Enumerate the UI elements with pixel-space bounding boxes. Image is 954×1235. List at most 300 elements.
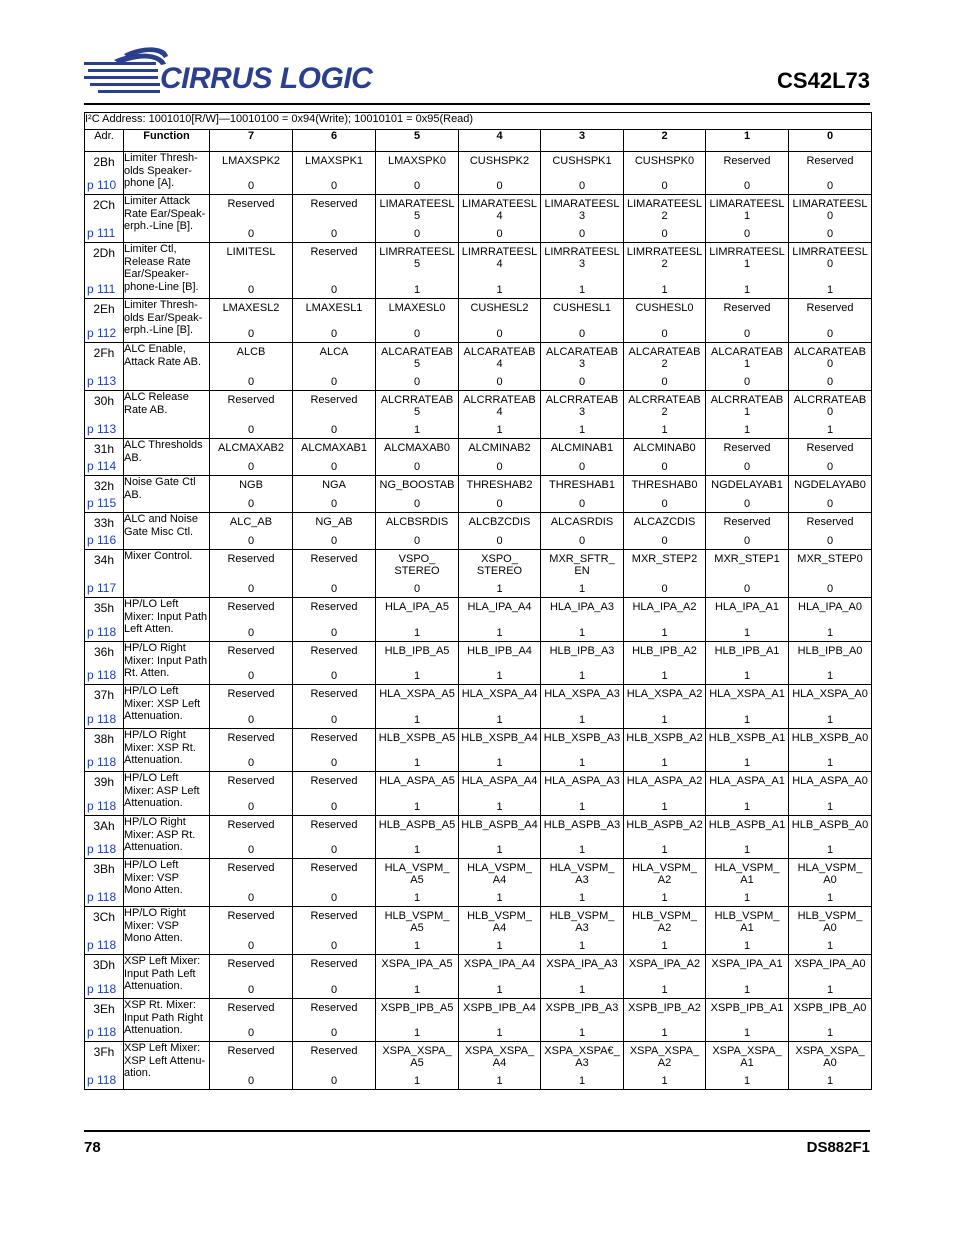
bit-default: 1 — [661, 940, 668, 952]
bit-default: 0 — [247, 228, 255, 240]
bit-default: 1 — [496, 424, 503, 436]
column-header-bit: 1 — [706, 130, 789, 152]
bit-name: Reserved — [227, 958, 275, 970]
bit-cell — [541, 816, 624, 859]
register-address: 30h — [93, 394, 115, 408]
bit-cell — [789, 1042, 872, 1090]
bit-name: ALCRRATEAB 0 — [793, 394, 867, 418]
register-address-cell — [85, 243, 124, 299]
register-row — [85, 550, 872, 598]
bit-default: 1 — [578, 1027, 586, 1039]
bit-default: 0 — [330, 180, 338, 192]
bit-name: MXR_SFTR_ EN — [549, 553, 615, 577]
register-address-cell — [85, 1042, 124, 1090]
bit-name: HLA_ASPA_A3 — [544, 775, 620, 787]
bit-name: ALCASRDIS — [550, 516, 614, 528]
bit-default: 0 — [330, 757, 338, 769]
bit-cell — [789, 999, 872, 1042]
bit-cell — [541, 152, 624, 195]
bit-default: 1 — [826, 670, 834, 682]
bit-cell — [624, 299, 706, 343]
page-reference-link[interactable]: p 118 — [87, 842, 117, 856]
bit-name: CUSHESL1 — [552, 302, 612, 314]
bit-cell — [789, 859, 872, 907]
bit-cell — [541, 550, 624, 598]
bit-default: 1 — [413, 627, 421, 639]
bit-cell — [789, 955, 872, 999]
register-function: ALC Thresholds AB. — [124, 439, 210, 476]
column-header-bit: 6 — [293, 130, 376, 152]
bit-name: Reserved — [310, 394, 358, 406]
bit-cell — [293, 729, 376, 772]
register-address-cell — [85, 343, 124, 391]
bit-name: ALCRRATEAB 1 — [710, 394, 784, 418]
bit-name: HLA_XSPA_A4 — [461, 688, 538, 700]
bit-cell — [376, 152, 459, 195]
register-function: HP/LO Right Mixer: ASP Rt. Attenuation. — [124, 816, 210, 859]
bit-default: 1 — [496, 757, 503, 769]
bit-default: 0 — [247, 892, 255, 904]
bit-cell — [624, 152, 706, 195]
bit-default: 1 — [578, 583, 586, 595]
bit-cell — [459, 195, 541, 243]
register-function: ALC Release Rate AB. — [124, 391, 210, 439]
bit-cell — [624, 476, 706, 513]
register-address-cell — [85, 999, 124, 1042]
bit-name: Reserved — [227, 198, 275, 210]
bit-cell — [210, 299, 293, 343]
page-reference-link[interactable]: p 118 — [87, 799, 117, 813]
bit-name: ALCMINAB0 — [633, 442, 696, 454]
register-row — [85, 299, 872, 343]
bit-name: HLB_ASPB_A2 — [626, 819, 703, 831]
bit-default: 0 — [826, 376, 834, 388]
bit-name: Reserved — [310, 645, 358, 657]
bit-default: 0 — [578, 328, 586, 340]
bit-name: LMAXSPK2 — [221, 155, 281, 167]
bit-name: ALCARATEAB 5 — [381, 346, 453, 370]
bit-cell — [293, 152, 376, 195]
bit-cell — [210, 859, 293, 907]
bit-name: Reserved — [310, 1002, 358, 1014]
bit-default: 1 — [826, 1027, 834, 1039]
bit-cell — [293, 439, 376, 476]
bit-cell — [210, 816, 293, 859]
bit-default: 0 — [330, 670, 338, 682]
bit-cell — [293, 859, 376, 907]
register-address: 31h — [93, 442, 115, 456]
bit-cell — [706, 907, 789, 955]
page-reference-link[interactable]: p 110 — [87, 178, 117, 192]
bit-default: 0 — [330, 535, 338, 547]
bit-cell — [706, 955, 789, 999]
bit-name: HLA_VSPM_ A2 — [632, 862, 697, 886]
bit-name: ALCMINAB2 — [468, 442, 531, 454]
bit-cell — [293, 513, 376, 550]
bit-default: 0 — [330, 461, 338, 473]
bit-name: XSPA_XSPA€_ A3 — [544, 1045, 620, 1069]
bit-name: XSPB_IPB_A1 — [710, 1002, 784, 1014]
bit-default: 0 — [661, 180, 668, 192]
bit-name: Reserved — [227, 862, 275, 874]
bit-cell — [624, 391, 706, 439]
bit-cell — [376, 299, 459, 343]
page-reference-link[interactable]: p 118 — [87, 755, 117, 769]
bit-default: 0 — [826, 461, 834, 473]
bit-cell — [210, 195, 293, 243]
bit-name: HLB_IPB_A4 — [467, 645, 532, 657]
bit-name: THRESHAB1 — [548, 479, 616, 491]
bit-default: 1 — [826, 844, 834, 856]
page-reference-link[interactable]: p 116 — [87, 533, 117, 547]
bit-cell — [293, 195, 376, 243]
column-header-bit: 4 — [459, 130, 541, 152]
page-reference-link[interactable]: p 118 — [87, 668, 117, 682]
bit-name: LIMARATEESL 4 — [462, 198, 537, 222]
bit-name: HLA_ASPA_A4 — [461, 775, 538, 787]
page-reference-link[interactable]: p 118 — [87, 1025, 117, 1039]
bit-name: Reserved — [723, 302, 771, 314]
bit-cell — [459, 1042, 541, 1090]
bit-name: HLB_IPB_A2 — [632, 645, 697, 657]
register-address: 38h — [93, 732, 115, 746]
bit-cell — [706, 642, 789, 685]
bit-default: 0 — [496, 461, 503, 473]
bit-cell — [376, 550, 459, 598]
bit-cell — [624, 343, 706, 391]
bit-default: 0 — [826, 583, 834, 595]
bit-default: 1 — [826, 984, 834, 996]
page-reference-link[interactable]: p 114 — [87, 459, 117, 473]
bit-cell — [459, 550, 541, 598]
header-rule — [84, 103, 870, 105]
bit-name: LMAXESL2 — [222, 302, 280, 314]
bit-default: 1 — [578, 844, 586, 856]
bit-cell — [376, 859, 459, 907]
register-address-cell — [85, 439, 124, 476]
bit-default: 1 — [496, 670, 503, 682]
bit-default: 1 — [496, 801, 503, 813]
bit-name: HLB_ASPB_A0 — [791, 819, 869, 831]
bit-name: XSPA_IPA_A1 — [711, 958, 783, 970]
column-header-bit: 0 — [789, 130, 872, 152]
bit-default: 0 — [247, 180, 255, 192]
page-reference-link[interactable]: p 112 — [87, 326, 117, 340]
bit-cell — [459, 343, 541, 391]
bit-name: NG_AB — [315, 516, 353, 528]
bit-name: HLB_XSPB_A4 — [461, 732, 538, 744]
bit-name: XSPO_ STEREO — [476, 553, 523, 577]
bit-cell — [541, 772, 624, 816]
bit-default: 1 — [661, 984, 668, 996]
register-row — [85, 243, 872, 299]
register-address: 3Dh — [92, 958, 115, 972]
page-reference-link[interactable]: p 111 — [87, 282, 116, 296]
bit-default: 0 — [413, 498, 421, 510]
column-header-bit: 3 — [541, 130, 624, 152]
bit-cell — [624, 999, 706, 1042]
bit-default: 1 — [743, 984, 751, 996]
register-row — [85, 729, 872, 772]
bit-cell — [541, 243, 624, 299]
register-row — [85, 152, 872, 195]
bit-cell — [210, 391, 293, 439]
bit-name: MXR_STEP2 — [631, 553, 698, 565]
bit-cell — [706, 1042, 789, 1090]
bit-name: Reserved — [310, 775, 358, 787]
bit-default: 1 — [413, 844, 421, 856]
bit-default: 0 — [330, 714, 338, 726]
register-address-cell — [85, 598, 124, 642]
bit-default: 0 — [578, 180, 586, 192]
register-address: 2Dh — [92, 246, 115, 260]
bit-name: ALCRRATEAB 2 — [628, 394, 701, 418]
register-function: Limiter Attack Rate Ear/Speak-erph.-Line [B]. — [124, 195, 210, 243]
bit-cell — [293, 343, 376, 391]
bit-default: 1 — [578, 424, 586, 436]
register-row — [85, 598, 872, 642]
document-number: DS882F1 — [806, 1139, 870, 1156]
register-address: 37h — [93, 688, 115, 702]
bit-default: 1 — [826, 627, 834, 639]
register-address: 2Fh — [93, 346, 115, 360]
bit-name: HLB_ASPB_A4 — [461, 819, 538, 831]
bit-name: LIMRRATEESL 1 — [709, 246, 785, 270]
bit-default: 1 — [743, 757, 751, 769]
page-reference-link[interactable]: p 118 — [87, 1073, 117, 1087]
register-row — [85, 685, 872, 729]
register-row — [85, 907, 872, 955]
register-row — [85, 343, 872, 391]
bit-cell — [706, 152, 789, 195]
bit-default: 0 — [247, 1027, 255, 1039]
bit-default: 0 — [330, 627, 338, 639]
bit-default: 0 — [330, 984, 338, 996]
bit-name: Reserved — [310, 246, 358, 258]
bit-cell — [789, 391, 872, 439]
bit-default: 1 — [578, 284, 586, 296]
bit-default: 1 — [661, 1075, 668, 1087]
bit-default: 1 — [578, 714, 586, 726]
bit-default: 1 — [496, 940, 503, 952]
bit-default: 0 — [330, 940, 338, 952]
bit-name: HLA_IPA_A0 — [798, 601, 863, 613]
page-reference-link[interactable]: p 113 — [87, 422, 117, 436]
bit-cell — [624, 439, 706, 476]
bit-name: Reserved — [310, 688, 358, 700]
bit-cell — [541, 1042, 624, 1090]
bit-default: 1 — [743, 844, 751, 856]
bit-name: ALCMAXAB1 — [300, 442, 368, 454]
bit-name: MXR_STEP1 — [714, 553, 780, 565]
bit-cell — [376, 907, 459, 955]
bit-cell — [376, 439, 459, 476]
bit-name: HLA_XSPA_A5 — [379, 688, 455, 700]
register-address: 33h — [93, 516, 115, 530]
bit-name: LIMRRATEESL 3 — [544, 246, 620, 270]
bit-default: 1 — [743, 627, 751, 639]
bit-default: 1 — [413, 892, 421, 904]
bit-default: 0 — [661, 461, 668, 473]
bit-default: 0 — [826, 328, 834, 340]
bit-default: 0 — [826, 535, 834, 547]
bit-default: 1 — [413, 757, 421, 769]
column-header-adr: Adr. — [85, 130, 124, 152]
bit-default: 0 — [743, 498, 751, 510]
bit-name: Reserved — [310, 198, 358, 210]
bit-cell — [624, 243, 706, 299]
bit-cell — [706, 476, 789, 513]
bit-default: 0 — [247, 328, 255, 340]
column-header-bit: 2 — [624, 130, 706, 152]
bit-default: 0 — [413, 180, 421, 192]
bit-cell — [624, 642, 706, 685]
bit-default: 1 — [578, 940, 586, 952]
bit-cell — [459, 243, 541, 299]
bit-name: HLA_VSPM_ A1 — [714, 862, 780, 886]
bit-default: 0 — [413, 376, 421, 388]
bit-name: HLA_XSPA_A3 — [544, 688, 620, 700]
bit-name: HLA_IPA_A3 — [549, 601, 614, 613]
register-address-cell — [85, 550, 124, 598]
page-reference-link[interactable]: p 118 — [87, 938, 117, 952]
i2c-address-caption: I²C Address: 1001010[R/W]—10010100 = 0x94(Write); 10010101 = 0x95(Read) — [85, 113, 872, 130]
register-function: Limiter Ctl, Release Rate Ear/Speaker-phone-Line [B]. — [124, 243, 210, 299]
page-reference-link[interactable]: p 118 — [87, 712, 117, 726]
bit-cell — [624, 772, 706, 816]
bit-default: 1 — [743, 284, 751, 296]
bit-name: HLB_VSPM_ A3 — [549, 910, 615, 934]
bit-name: LMAXSPK1 — [304, 155, 364, 167]
bit-name: XSPA_IPA_A5 — [381, 958, 453, 970]
bit-default: 1 — [743, 714, 751, 726]
bit-cell — [210, 598, 293, 642]
bit-name: Reserved — [227, 1045, 275, 1057]
bit-cell — [706, 729, 789, 772]
bit-default: 0 — [330, 844, 338, 856]
bit-cell — [210, 685, 293, 729]
bit-name: NGA — [322, 479, 346, 491]
bit-default: 0 — [330, 583, 338, 595]
bit-cell — [459, 152, 541, 195]
bit-default: 1 — [413, 714, 421, 726]
register-row — [85, 391, 872, 439]
bit-name: HLA_VSPM_ A0 — [797, 862, 863, 886]
bit-cell — [624, 685, 706, 729]
bit-default: 1 — [496, 844, 503, 856]
bit-name: HLA_XSPA_A2 — [626, 688, 703, 700]
register-function: HP/LO Right Mixer: Input Path Rt. Atten. — [124, 642, 210, 685]
bit-name: HLA_XSPA_A0 — [792, 688, 868, 700]
page-reference-link[interactable]: p 118 — [87, 890, 117, 904]
register-address: 3Ch — [92, 910, 115, 924]
bit-name: THRESHAB0 — [631, 479, 698, 491]
bit-cell — [541, 195, 624, 243]
column-header-bit: 7 — [210, 130, 293, 152]
bit-default: 0 — [330, 228, 338, 240]
bit-cell — [210, 907, 293, 955]
bit-default: 0 — [578, 376, 586, 388]
register-address: 2Ch — [92, 198, 115, 212]
bit-default: 0 — [826, 498, 834, 510]
bit-cell — [706, 195, 789, 243]
bit-name: HLA_IPA_A1 — [714, 601, 779, 613]
bit-name: ALC_AB — [229, 516, 273, 528]
bit-name: HLB_XSPB_A5 — [378, 732, 456, 744]
bit-name: HLB_XSPB_A0 — [791, 732, 869, 744]
register-row — [85, 642, 872, 685]
bit-cell — [210, 439, 293, 476]
register-address: 34h — [93, 553, 115, 567]
bit-default: 0 — [247, 498, 255, 510]
register-address-cell — [85, 195, 124, 243]
bit-default: 1 — [413, 1027, 421, 1039]
bit-name: Reserved — [806, 442, 854, 454]
bit-default: 1 — [496, 627, 503, 639]
bit-cell — [376, 343, 459, 391]
bit-cell — [541, 642, 624, 685]
page-reference-link[interactable]: p 118 — [87, 982, 117, 996]
bit-cell — [376, 476, 459, 513]
register-address-cell — [85, 907, 124, 955]
bit-name: HLA_XSPA_A1 — [709, 688, 785, 700]
bit-name: ALCBZCDIS — [468, 516, 531, 528]
bit-name: Reserved — [227, 601, 275, 613]
bit-default: 0 — [330, 284, 338, 296]
page-reference-link[interactable]: p 117 — [87, 581, 117, 595]
bit-name: LIMARATEESL 5 — [379, 198, 455, 222]
bit-default: 1 — [661, 714, 668, 726]
bit-default: 0 — [247, 714, 255, 726]
bit-cell — [459, 476, 541, 513]
bit-name: XSPA_XSPA_ A1 — [712, 1045, 782, 1069]
bit-default: 1 — [826, 801, 834, 813]
bit-cell — [376, 598, 459, 642]
bit-cell — [706, 343, 789, 391]
bit-name: LIMARATEESL 0 — [792, 198, 868, 222]
register-row — [85, 1042, 872, 1090]
bit-name: HLA_ASPA_A0 — [792, 775, 868, 787]
page-reference-link[interactable]: p 113 — [87, 374, 117, 388]
register-function: HP/LO Left Mixer: XSP Left Attenuation. — [124, 685, 210, 729]
register-row — [85, 195, 872, 243]
bit-cell — [541, 343, 624, 391]
bit-default: 0 — [247, 670, 255, 682]
bit-cell — [706, 299, 789, 343]
bit-default: 1 — [743, 892, 751, 904]
bit-name: Reserved — [723, 516, 771, 528]
bit-cell — [541, 907, 624, 955]
page-reference-link[interactable]: p 115 — [87, 496, 117, 510]
bit-name: XSPA_IPA_A4 — [463, 958, 536, 970]
bit-name: LMAXESL1 — [305, 302, 363, 314]
register-row — [85, 476, 872, 513]
bit-name: Reserved — [806, 155, 854, 167]
register-function: HP/LO Left Mixer: Input Path Left Atten. — [124, 598, 210, 642]
bit-name: Reserved — [227, 819, 275, 831]
register-address: 35h — [93, 601, 115, 615]
bit-default: 1 — [413, 424, 421, 436]
register-row — [85, 955, 872, 999]
bit-name: NGDELAYAB0 — [794, 479, 866, 491]
bit-default: 0 — [330, 424, 338, 436]
page-reference-link[interactable]: p 111 — [87, 226, 116, 240]
bit-default: 1 — [661, 424, 668, 436]
bit-name: ALCARATEAB 4 — [463, 346, 536, 370]
page-reference-link[interactable]: p 118 — [87, 625, 117, 639]
bit-name: LIMRRATEESL 0 — [792, 246, 868, 270]
bit-name: HLB_IPB_A0 — [797, 645, 863, 657]
